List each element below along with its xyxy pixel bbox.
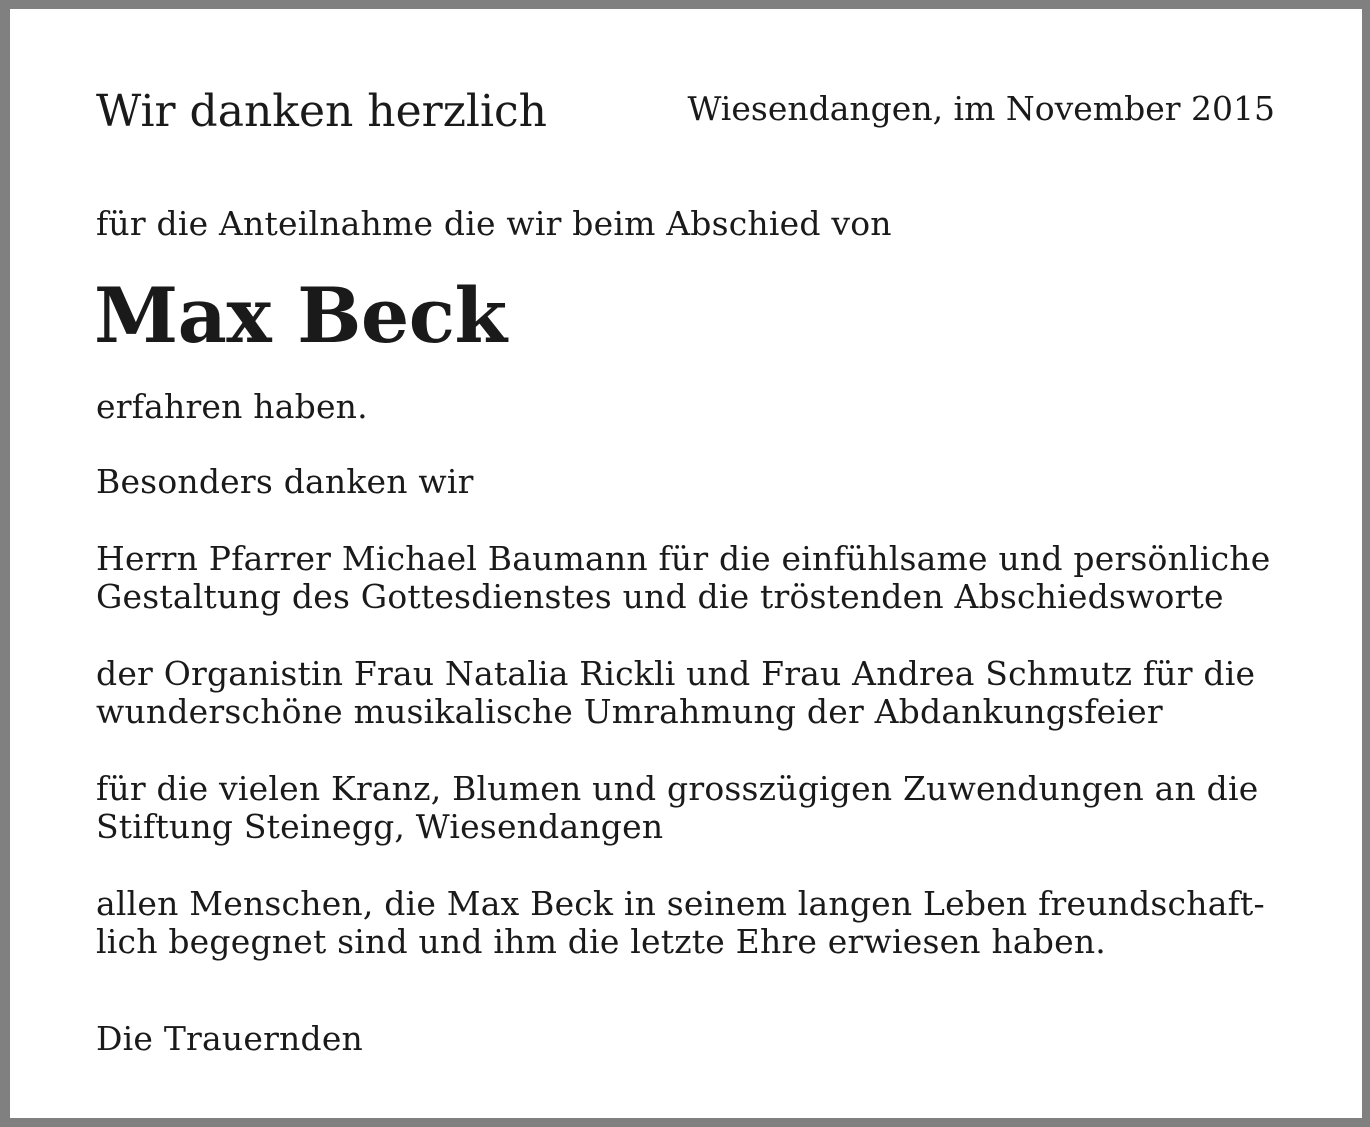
paragraph-line: Gestaltung des Gottesdienstes und die tröstenden Abschiedsworte [96,577,1224,616]
signature: Die Trauernden [96,1019,364,1058]
thanks-title: Wir danken herzlich [96,86,548,137]
paragraph-pastor [96,540,1270,616]
after-name-text: erfahren haben. [96,387,368,426]
intro-text: für die Anteilnahme die wir beim Abschied von [96,204,892,243]
paragraph-line: wunderschöne musikalische Umrahmung der Abdankungsfeier [96,692,1163,731]
paragraph-line: der Organistin Frau Natalia Rickli und Frau Andrea Schmutz für die [96,654,1256,693]
place-date: Wiesendangen, im November 2015 [687,89,1275,128]
deceased-name: Max Beck [94,271,507,360]
notice-page [10,9,1362,1118]
paragraph-people [96,885,1265,961]
paragraph-music [96,655,1255,731]
paragraph-line: allen Menschen, die Max Beck in seinem langen Leben freundschaft- [96,884,1265,923]
paragraph-line: lich begegnet sind und ihm die letzte Ehre erwiesen haben. [96,922,1106,961]
paragraph-line: Stiftung Steinegg, Wiesendangen [96,807,664,846]
paragraph-line: Herrn Pfarrer Michael Baumann für die einfühlsame und persönliche [96,539,1271,578]
special-thanks-text: Besonders danken wir [96,462,474,501]
paragraph-line: für die vielen Kranz, Blumen und grosszügigen Zuwendungen an die [96,769,1259,808]
paragraph-donations [96,770,1258,846]
